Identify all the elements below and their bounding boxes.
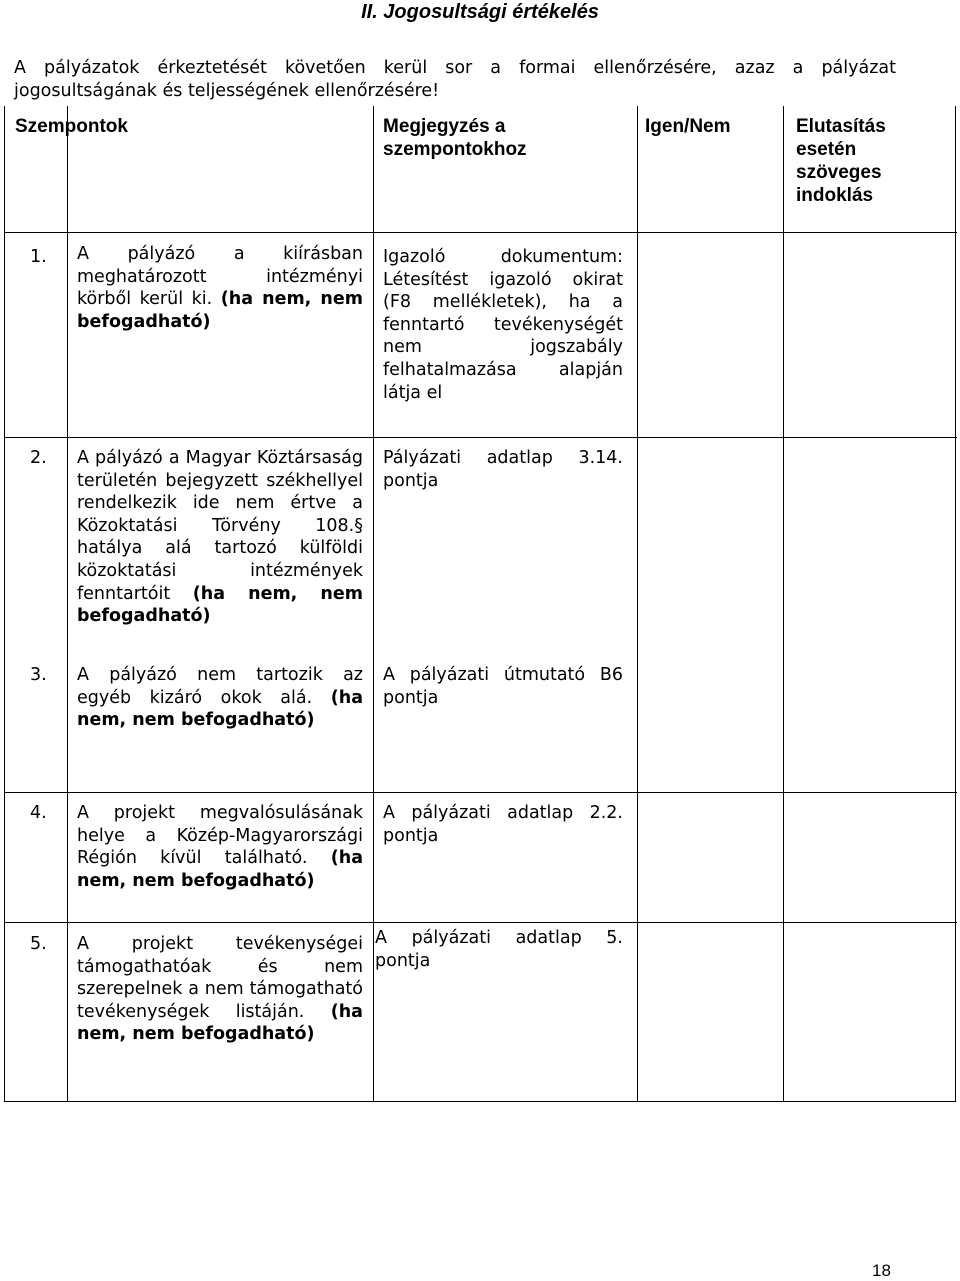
criterion-condition: (ha nem, nem befogadható): [77, 848, 363, 891]
row-number: 3.: [30, 665, 47, 685]
criterion-condition: (ha nem, nem befogadható): [77, 289, 363, 332]
column-divider: [783, 106, 784, 1102]
header-criteria: Szempontok: [15, 116, 128, 137]
row-divider: [5, 437, 957, 438]
criterion-cell: [77, 243, 363, 333]
column-divider: [373, 106, 374, 1102]
row-number: 2.: [30, 448, 47, 468]
column-divider: [67, 106, 68, 1102]
criterion-cell: [77, 447, 363, 628]
criterion-cell: [77, 933, 363, 1046]
note-cell: A pályázati adatlap 5. pontja: [375, 928, 623, 971]
criterion-cell: [77, 802, 363, 892]
row-divider: [5, 232, 957, 233]
criterion-text: A pályázó nem tartozik az egyéb kizáró okok alá.: [77, 665, 363, 708]
note-cell: A pályázati adatlap 2.2. pontja: [383, 803, 623, 846]
note-cell: Pályázati adatlap 3.14. pontja: [383, 448, 623, 491]
page-number: 18: [872, 1261, 891, 1280]
intro-paragraph: A pályázatok érkeztetését követően kerül sor a formai ellenőrzésére, azaz a pályázat jogosultságának és teljességének ellenőrzésére!: [14, 58, 896, 101]
row-number: 1.: [30, 247, 47, 267]
criterion-text: A pályázó a kiírásban meghatározott intézményi körből kerül ki.: [77, 244, 363, 310]
criterion-condition: (ha nem, nem befogadható): [77, 583, 363, 627]
row-number: 4.: [30, 803, 47, 823]
row-number: 5.: [30, 934, 47, 954]
criterion-text: A projekt tevékenységei támogathatóak és nem szerepelnek a nem támogatható tevékenységek listáján.: [77, 934, 363, 1022]
criterion-text: A pályázó a Magyar Köztársaság területén bejegyzett székhellyel rendelkezik ide nem értve a Közoktatási Törvény 108.§ hatálya alá tartozó külföldi közoktatási intézmények fenntartóit: [77, 448, 363, 604]
note-cell: Igazoló dokumentum: Létesítést igazoló okirat (F8 mellékletek), ha a fenntartó tevékenységét nem jogszabály felhatalmazása alapján látja el: [383, 247, 623, 403]
header-notes: Megjegyzés a szempontokhoz: [383, 116, 527, 160]
header-yes-no: Igen/Nem: [645, 116, 731, 137]
criterion-condition: (ha nem, nem befogadható): [77, 1001, 363, 1045]
section-title: II. Jogosultsági értékelés: [361, 1, 599, 23]
criterion-cell: [77, 664, 363, 732]
note-cell: A pályázati útmutató B6 pontja: [383, 665, 623, 708]
row-divider: [5, 922, 957, 923]
header-rejection: Elutasítás esetén szöveges indoklás: [796, 116, 886, 206]
criterion-condition: (ha nem, nem befogadható): [77, 687, 363, 731]
row-divider: [5, 792, 957, 793]
column-divider: [637, 106, 638, 1102]
eligibility-table: [4, 106, 956, 1102]
criterion-text: A projekt megvalósulásának helye a Közép-Magyarországi Régión kívül található.: [77, 803, 363, 869]
